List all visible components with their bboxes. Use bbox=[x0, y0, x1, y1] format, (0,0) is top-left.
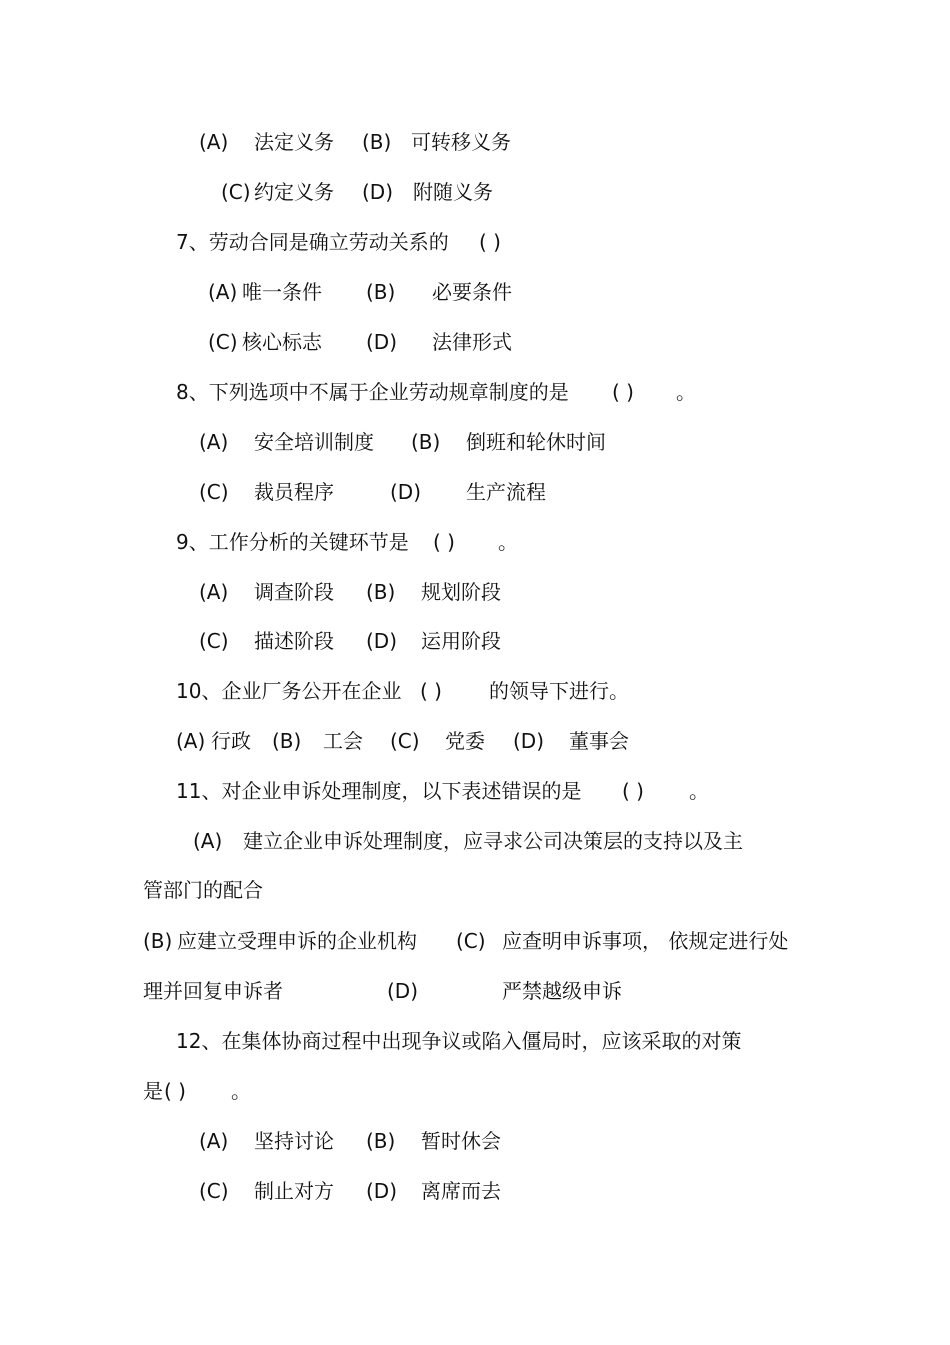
q12-stem-line2: 是 bbox=[143, 1079, 163, 1103]
q7-option-c-text: 核心标志 bbox=[242, 330, 322, 354]
q8-blank: ( ) bbox=[612, 380, 634, 404]
q8-option-a-label: (A) bbox=[199, 430, 229, 454]
q11-blank: ( ) bbox=[622, 779, 644, 803]
q7-option-d-label: (D) bbox=[366, 330, 398, 354]
q9-option-b-text: 规划阶段 bbox=[421, 580, 501, 604]
q9-option-c-label: (C) bbox=[199, 629, 229, 653]
q6-option-c-label: (C) bbox=[221, 180, 251, 204]
q9-end: 。 bbox=[498, 530, 518, 554]
q10-option-d-label: (D) bbox=[513, 729, 545, 753]
q12-stem-line1: 12、在集体协商过程中出现争议或陷入僵局时，应该采取的对策 bbox=[176, 1029, 742, 1053]
q11-option-d-label: (D) bbox=[387, 979, 419, 1003]
q11-option-a-text-line2: 管部门的配合 bbox=[143, 878, 263, 902]
q8-option-b-label: (B) bbox=[411, 430, 441, 454]
q11-option-c-text-line1: 应查明申诉事项， 依规定进行处 bbox=[502, 929, 789, 953]
q10-option-b-label: (B) bbox=[272, 729, 302, 753]
q10-option-b-text: 工会 bbox=[323, 729, 363, 753]
q8-option-c-label: (C) bbox=[199, 480, 229, 504]
q11-option-c-label: (C) bbox=[456, 929, 486, 953]
q10-option-a-text: 行政 bbox=[211, 729, 251, 753]
q12-option-b-text: 暂时休会 bbox=[421, 1129, 501, 1153]
q10-tail: 的领导下进行。 bbox=[489, 679, 629, 703]
q8-stem: 8、下列选项中不属于企业劳动规章制度的是 bbox=[176, 380, 569, 404]
q8-end: 。 bbox=[676, 380, 696, 404]
q6-option-a-label: (A) bbox=[199, 130, 229, 154]
q11-option-c-text-line2: 理并回复申诉者 bbox=[143, 979, 283, 1003]
q6-option-d-label: (D) bbox=[362, 180, 394, 204]
q7-option-a-label: (A) bbox=[208, 280, 238, 304]
q9-option-d-label: (D) bbox=[366, 629, 398, 653]
q10-option-c-text: 党委 bbox=[445, 729, 485, 753]
q7-blank: ( ) bbox=[479, 230, 501, 254]
q12-end: 。 bbox=[231, 1079, 251, 1103]
q12-option-c-text: 制止对方 bbox=[254, 1179, 334, 1203]
q8-option-a-text: 安全培训制度 bbox=[254, 430, 374, 454]
q6-option-b-label: (B) bbox=[362, 130, 392, 154]
q12-option-c-label: (C) bbox=[199, 1179, 229, 1203]
q8-option-b-text: 倒班和轮休时间 bbox=[466, 430, 606, 454]
q7-option-b-text: 必要条件 bbox=[432, 280, 512, 304]
q10-blank: ( ) bbox=[420, 679, 442, 703]
q9-option-d-text: 运用阶段 bbox=[421, 629, 501, 653]
q8-option-d-label: (D) bbox=[390, 480, 422, 504]
q6-option-a-text: 法定义务 bbox=[254, 130, 334, 154]
q9-option-b-label: (B) bbox=[366, 580, 396, 604]
q6-option-b-text: 可转移义务 bbox=[411, 130, 511, 154]
q9-option-c-text: 描述阶段 bbox=[254, 629, 334, 653]
q10-option-c-label: (C) bbox=[390, 729, 420, 753]
q12-option-b-label: (B) bbox=[366, 1129, 396, 1153]
q11-option-b-text: 应建立受理申诉的企业机构 bbox=[177, 929, 417, 953]
q12-option-a-label: (A) bbox=[199, 1129, 229, 1153]
q6-option-d-text: 附随义务 bbox=[413, 180, 493, 204]
q9-option-a-label: (A) bbox=[199, 580, 229, 604]
q11-option-b-label: (B) bbox=[143, 929, 173, 953]
q11-option-a-label: (A) bbox=[193, 829, 223, 853]
q11-stem: 11、对企业申诉处理制度，以下表述错误的是 bbox=[176, 779, 582, 803]
q12-option-d-text: 离席而去 bbox=[421, 1179, 501, 1203]
q11-option-a-text-line1: 建立企业申诉处理制度，应寻求公司决策层的支持以及主 bbox=[243, 829, 743, 853]
q7-option-b-label: (B) bbox=[366, 280, 396, 304]
q6-option-c-text: 约定义务 bbox=[254, 180, 334, 204]
q7-stem: 7、劳动合同是确立劳动关系的 bbox=[176, 230, 449, 254]
q12-option-a-text: 坚持讨论 bbox=[254, 1129, 334, 1153]
q9-blank: ( ) bbox=[433, 530, 455, 554]
q8-option-d-text: 生产流程 bbox=[466, 480, 546, 504]
q9-stem: 9、工作分析的关键环节是 bbox=[176, 530, 409, 554]
q8-option-c-text: 裁员程序 bbox=[254, 480, 334, 504]
q10-option-d-text: 董事会 bbox=[569, 729, 629, 753]
q10-stem: 10、企业厂务公开在企业 bbox=[176, 679, 402, 703]
q7-option-c-label: (C) bbox=[208, 330, 238, 354]
q11-option-d-text: 严禁越级申诉 bbox=[502, 979, 622, 1003]
q11-end: 。 bbox=[689, 779, 709, 803]
q12-option-d-label: (D) bbox=[366, 1179, 398, 1203]
q12-blank: ( ) bbox=[164, 1079, 186, 1103]
q10-option-a-label: (A) bbox=[176, 729, 206, 753]
q7-option-d-text: 法律形式 bbox=[432, 330, 512, 354]
q9-option-a-text: 调查阶段 bbox=[254, 580, 334, 604]
q7-option-a-text: 唯一条件 bbox=[242, 280, 322, 304]
